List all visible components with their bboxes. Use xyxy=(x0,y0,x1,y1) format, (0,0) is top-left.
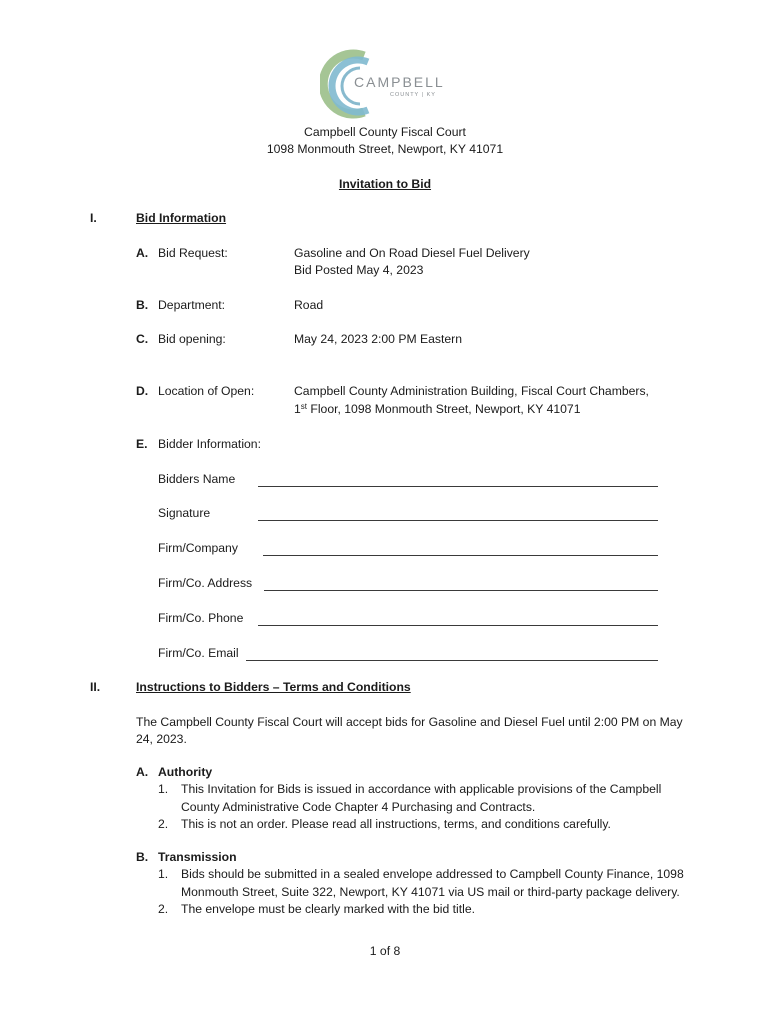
firm-email-line[interactable] xyxy=(246,660,658,661)
location-address: Floor, 1098 Monmouth Street, Newport, KY 41071 xyxy=(307,402,581,416)
bid-opening-label: Bid opening: xyxy=(158,332,226,346)
firm-company-line[interactable] xyxy=(263,555,658,556)
item-b-letter: B. xyxy=(136,298,149,312)
org-address: 1098 Monmouth Street, Newport, KY 41071 xyxy=(266,142,504,156)
section-2-title: Instructions to Bidders – Terms and Conditions xyxy=(136,680,411,694)
location-label: Location of Open: xyxy=(158,384,255,398)
signature-label: Signature xyxy=(158,506,211,520)
firm-company-label: Firm/Company xyxy=(158,541,238,555)
campbell-county-logo xyxy=(320,48,450,120)
location-value: Campbell County Administration Building, Fiscal Court Chambers, xyxy=(294,384,649,398)
subsection-b-letter: B. xyxy=(136,850,149,864)
transmission-item-2: The envelope must be clearly marked with the bid title. xyxy=(181,902,475,916)
authority-item-2-num: 2. xyxy=(158,817,169,831)
section-2-intro: The Campbell County Fiscal Court will accept bids for Gasoline and Diesel Fuel until 2:00 PM on May xyxy=(136,715,683,729)
department-label: Department: xyxy=(158,298,226,312)
firm-address-label: Firm/Co. Address xyxy=(158,576,253,590)
authority-item-1: This Invitation for Bids is issued in accordance with applicable provisions of the Campbell xyxy=(181,782,662,796)
authority-item-1-num: 1. xyxy=(158,782,169,796)
transmission-heading: Transmission xyxy=(158,850,237,864)
section-2-numeral: II. xyxy=(90,680,101,694)
item-c-letter: C. xyxy=(136,332,149,346)
transmission-item-1-num: 1. xyxy=(158,867,169,881)
org-name: Campbell County Fiscal Court xyxy=(304,125,466,139)
firm-phone-line[interactable] xyxy=(258,625,658,626)
item-a-letter: A. xyxy=(136,246,149,260)
page-number: 1 of 8 xyxy=(369,944,401,958)
bid-request-value: Gasoline and On Road Diesel Fuel Delivery xyxy=(294,246,530,260)
logo-wordmark: CAMPBELL xyxy=(354,74,445,90)
section-1-title: Bid Information xyxy=(136,211,227,225)
document-title: Invitation to Bid xyxy=(338,177,432,191)
authority-item-2: This is not an order. Please read all instructions, terms, and conditions carefully. xyxy=(181,817,611,831)
authority-item-1-line2: County Administrative Code Chapter 4 Purchasing and Contracts. xyxy=(181,800,536,814)
firm-email-label: Firm/Co. Email xyxy=(158,646,239,660)
location-value-line2 xyxy=(294,402,581,416)
logo-subtitle: COUNTY | KY xyxy=(390,92,436,98)
section-2-intro-line2: 24, 2023. xyxy=(136,732,187,746)
authority-heading: Authority xyxy=(158,765,213,779)
transmission-item-1: Bids should be submitted in a sealed envelope addressed to Campbell County Finance, 1098 xyxy=(181,867,684,881)
firm-address-line[interactable] xyxy=(264,590,658,591)
transmission-item-1-line2: Monmouth Street, Suite 322, Newport, KY 41071 via US mail or third-party package delivery. xyxy=(181,885,680,899)
transmission-item-2-num: 2. xyxy=(158,902,169,916)
section-1-numeral: I. xyxy=(90,211,97,225)
department-value: Road xyxy=(294,298,324,312)
bidder-info-label: Bidder Information: xyxy=(158,437,261,451)
bidders-name-label: Bidders Name xyxy=(158,472,236,486)
bid-opening-value: May 24, 2023 2:00 PM Eastern xyxy=(294,332,463,346)
floor-number: 1 xyxy=(294,402,301,416)
item-e-letter: E. xyxy=(136,437,148,451)
floor-suffix: st xyxy=(300,402,308,411)
firm-phone-label: Firm/Co. Phone xyxy=(158,611,244,625)
bid-request-label: Bid Request: xyxy=(158,246,228,260)
bid-posted-date: Bid Posted May 4, 2023 xyxy=(294,263,424,277)
subsection-a-letter: A. xyxy=(136,765,149,779)
signature-line[interactable] xyxy=(258,520,658,521)
bidders-name-line[interactable] xyxy=(258,486,658,487)
item-d-letter: D. xyxy=(136,384,149,398)
